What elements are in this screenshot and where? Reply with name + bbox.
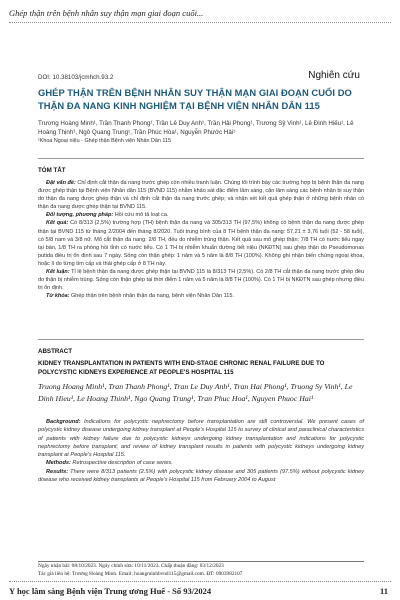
abstract-en-methods: Methods: Retrospective description of case series. <box>46 460 173 467</box>
abstract-vn-method: Đối tượng, phương pháp: Hồi cứu mô tả loạt ca. <box>46 212 169 219</box>
footnote-divider <box>38 561 364 562</box>
authors-vn: Trương Hoàng Minh¹, Trần Thanh Phong¹, Trần Lê Duy Anh¹, Trần Hải Phong¹, Trương Sỹ Vinh¹, Lê Đình Hiếu¹, Lê Hoàng Thịnh¹, Ngô Quang Trung¹, Trần Phúc Hòa¹, Nguyễn Phước Hải¹ <box>38 120 354 136</box>
article-title-vn: GHÉP THẬN TRÊN BỆNH NHÂN SUY THẬN MẠN GIAI ĐOẠN CUỐI DO THẬN ĐA NANG KINH NGHIỆM TẠI BỆNH VIỆN NHÂN DÂN 115 <box>38 87 352 111</box>
page-number: 11 <box>379 586 388 596</box>
header-divider <box>9 22 391 23</box>
received-dates: Ngày nhận bài: 08/10/2023. Ngày chỉnh sửa: 10/11/2023. Chấp thuận đăng: 03/12/2023 <box>38 563 224 569</box>
journal-name: Y học lâm sàng Bệnh viện Trung ương Huế - Số 93/2024 <box>9 586 212 596</box>
abstract-vn <box>38 179 364 300</box>
abstract-en <box>38 418 364 484</box>
abstract-vn-keywords: Từ khóa: Ghép thận trên bệnh nhân thận đa nang, bệnh viện Nhân Dân 115. <box>46 293 234 300</box>
abstract-en-background: Background: Indications for polycystic nephrectomy before transplantation are still controversial. We present cases of polycystic kidney disease undergoing kidney transplant at People's Hospital 115 to survey of clinical and paraclinical characteristics of patients with kidney failure due to polycystic kidneys undergoing kidney transplantation and indications for polycystic nephrectomy before transplant; and review of kidney transplant results in patients with polycystic kidneys undergoing kidney transplant at People's Hospital 115. <box>38 419 364 459</box>
article-title-en: KIDNEY TRANSPLANTATION IN PATIENTS WITH END-STAGE CHRONIC RENAL FAILURE DUE TO POLYCYSTIC KIDNEYS EXPERIENCE AT PEOPLE'S HOSPITAL 115 <box>38 360 325 376</box>
running-head: Ghép thận trên bệnh nhân suy thận mạn giai đoạn cuối... <box>9 8 204 18</box>
abstract-vn-background: Đặt vấn đề: Chỉ định cắt thận đa nang trước ghép còn nhiều tranh luận. Chúng tôi trình bày các trường hợp bị bệnh thận đa nang được ghép thận tại Bệnh viện Nhân dân 115 (BVND 115) nhằm khảo sát đặc điểm lâm sàng, cận lâm sàng các bệnh nhân bị suy thận do thận đa nang được ghép thận và chỉ định cắt thận đa nang trước ghép; và nhận xét kết quả ghép thận ở những bệnh nhân có thận đa nang được ghép thận tại BVND 115. <box>38 180 364 211</box>
section-label: Nghiên cứu <box>308 70 360 81</box>
affiliation-vn: ¹Khoa Ngoại niệu - Ghép thận Bệnh viện Nhân Dân 115 <box>38 138 171 144</box>
section-divider <box>38 158 364 159</box>
abstract-heading: ABSTRACT <box>38 348 73 355</box>
corresponding-author: Tác giả liên hệ: Trương Hoàng Minh. Email: hoangminhbvnd115@gmail.com. ĐT: 0903982107 <box>38 570 243 577</box>
footnote <box>38 563 364 578</box>
abstract-vn-results: Kết quả: Có 8/313 (2,5%) trường hợp (TH) bệnh thận đa nang và 305/313 TH (97,5%) không có bệnh thận đa nang được ghép thận tại BVND 115 từ tháng 2/2004 đến tháng 8/2020. Tuổi trung bình của 8 TH bệnh thận đa nang: 57,21 ± 3,76 tuổi (52 - 58 tuổi), có 5/8 nam và 3/8 nữ. Mổ cắt thận đa nang: 2/8 TH, đều do nhiễm trùng thận. Kết quả sau mổ ghép thận: 7/8 TH có nước tiểu ngay tại bàn, 1/8 TH ra phòng hồi tỉnh có nước tiểu. Có 1 TH bị nhiễm khuẩn đường tiết niệu (NKĐTN) sau ghép thận do Pseudomonas putida điều trị ổn định sau 7 ngày. Sống còn thận ghép: 1 năm và 5 năm là 8/8 TH (100%). Không ghi nhận biến chứng ngoại khoa, hoặc lí do từng tìm cấp và thải ghép cấp ở 8 TH này. <box>38 220 364 267</box>
abstract-vn-conclusion: Kết luận: Tỉ lệ bệnh thận đa nang được ghép thận tại BVND 115 là 8/313 TH (2,5%). Có 2/8 TH cắt thận đa nang trước ghép đều do thận bị nhiễm trùng. Sống còn thận ghép tại thời điểm 1 năm và 5 năm là 8/8 TH (100%). Có 1 TH bị NKĐTN sau ghép nhưng điều trị ổn định. <box>38 269 364 292</box>
authors-en: Truong Hoang Minh¹, Tran Thanh Phong¹, Tran Le Duy Anh¹, Tran Hai Phong¹, Truong Sy Vinh¹, Le Dinh Hieu¹, Le Hoang Thinh¹, Ngo Quang Trung¹, Tran Phuc Hoa¹, Nguyen Phuoc Hai¹ <box>38 382 353 403</box>
abstract-en-results: Results: There were 8/313 patients (2.5%) with polycystic kidney disease and 305 patients (97.5%) without polycystic kidney disease who received kidney transplants at People's Hospital 115 from February 2004 to August <box>38 468 364 484</box>
footer-divider <box>9 581 391 582</box>
doi-link[interactable]: DOI: 10.38103/jcmhch.93.2 <box>38 74 114 81</box>
section-divider <box>38 339 364 340</box>
tom-tat-heading: TÓM TẮT <box>38 167 66 174</box>
